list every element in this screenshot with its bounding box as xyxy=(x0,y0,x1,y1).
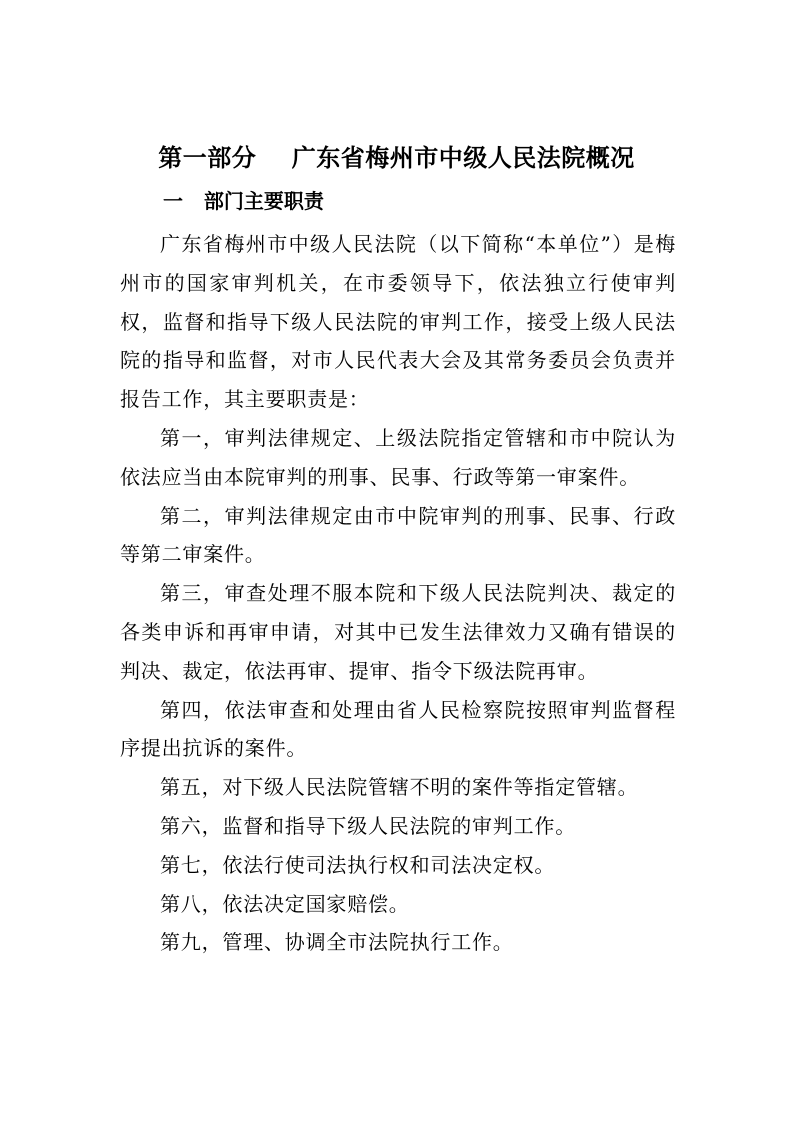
document-title: 第一部分 广东省梅州市中级人民法院概况 xyxy=(158,144,635,172)
paragraph-duty-7: 第七，依法行使司法执行权和司法决定权。 xyxy=(160,852,556,877)
paragraph-intro: 广东省梅州市中级人民法院（以下简称“本单位”）是梅州市的国家审判机关，在市委领导下，依法独立行使审判权，监督和指导下级人民法院的审判工作，接受上级人民法院的指导和监督，对市人民代表大会及其常务委员会负责并报告工作，其主要职责是： xyxy=(120,232,676,412)
paragraph-duty-8: 第八，依法决定国家赔偿。 xyxy=(160,891,410,916)
document-body xyxy=(120,225,676,962)
section-heading: 一 部门主要职责 xyxy=(163,189,324,213)
paragraph-duty-1: 第一，审判法律规定、上级法院指定管辖和市中院认为依法应当由本院审判的刑事、民事、行政等第一审案件。 xyxy=(120,425,676,489)
paragraph-duty-2: 第二，审判法律规定由市中院审判的刑事、民事、行政等第二审案件。 xyxy=(120,503,676,567)
paragraph-duty-9: 第九，管理、协调全市法院执行工作。 xyxy=(160,930,514,955)
paragraph-duty-6: 第六，监督和指导下级人民法院的审判工作。 xyxy=(160,813,576,838)
paragraph-duty-5: 第五，对下级人民法院管辖不明的案件等指定管辖。 xyxy=(160,775,639,800)
paragraph-duty-3: 第三，审查处理不服本院和下级人民法院判决、裁定的各类申诉和再审申请，对其中已发生法律效力又确有错误的判决、裁定，依法再审、提审、指令下级法院再审。 xyxy=(120,581,676,683)
paragraph-duty-4: 第四，依法审查和处理由省人民检察院按照审判监督程序提出抗诉的案件。 xyxy=(120,697,676,761)
